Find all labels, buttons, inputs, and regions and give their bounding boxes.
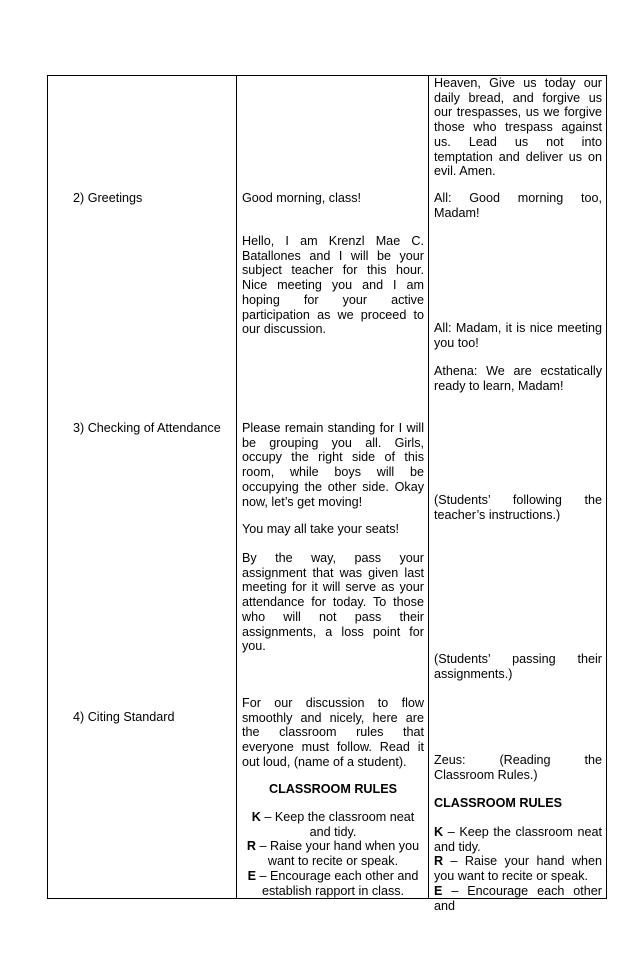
rule-text: – Encourage each other and establish rapport in class. <box>255 868 419 898</box>
student-rule-k <box>434 825 602 854</box>
student-nice-meeting: All: Madam, it is nice meeting you too! <box>434 321 602 350</box>
student-following-instructions: (Students’ following the teacher’s instructions.) <box>434 493 602 522</box>
rule-letter: R <box>434 854 444 869</box>
student-greeting-line2: Madam! <box>434 206 480 220</box>
teacher-grouping-instruction: Please remain standing for I will be grouping you all. Girls, occupy the right side of this room, while boys will be occupying the other side. Okay now, let’s get moving! <box>242 421 424 509</box>
student-rule-r <box>434 854 602 883</box>
teacher-rules-introduction: For our discussion to flow smoothly and nicely, here are the classroom rules that everyone must follow. Read it out loud, (name of a student). <box>242 696 424 769</box>
student-rules-heading: CLASSROOM RULES <box>434 796 563 810</box>
rule-letter: E <box>434 883 443 898</box>
student-rule-e <box>434 884 602 913</box>
rule-letter: E <box>247 868 256 883</box>
student-greeting-line1: All: Good morning too, <box>434 191 602 205</box>
rule-text: – Raise your hand when you want to recite or speak. <box>434 854 602 884</box>
rule-text: – Keep the classroom neat and tidy. <box>260 810 415 839</box>
student-passing-assignments: (Students’ passing their assignments.) <box>434 652 602 681</box>
rule-letter: R <box>246 839 256 854</box>
student-rules-list <box>434 825 602 913</box>
teacher-rules-list <box>242 810 424 898</box>
rule-letter: K <box>434 825 444 839</box>
activity-attendance: 3) Checking of Attendance <box>73 421 221 435</box>
column-divider <box>428 76 429 898</box>
activity-citing-standard: 4) Citing Standard <box>73 710 175 724</box>
teacher-greeting: Good morning, class! <box>242 191 361 205</box>
rule-text: – Encourage each other and <box>434 883 602 913</box>
rule-text: – Raise your hand when you want to recite or speak. <box>255 839 420 869</box>
prayer-student-response: Heaven, Give us today our daily bread, and forgive us our trespasses, us we forgive those who trespass against us. Lead us not into temptation and deliver us on evil. Amen. <box>434 76 602 179</box>
activity-greetings: 2) Greetings <box>73 191 143 205</box>
teacher-introduction: Hello, I am Krenzl Mae C. Batallones and I will be your subject teacher for this hour. Nice meeting you and I am hoping for your active participation as we proceed to our discussion. <box>242 234 424 337</box>
teacher-rule-e <box>242 869 424 898</box>
teacher-assignment-instruction: By the way, pass your assignment that was given last meeting for it will serve as your attendance for today. To those who will not pass their assignments, a loss point for you. <box>242 551 424 654</box>
teacher-rule-r <box>242 839 424 868</box>
teacher-take-seats: You may all take your seats! <box>242 522 400 536</box>
column-divider <box>236 76 237 898</box>
teacher-rules-heading: CLASSROOM RULES <box>268 782 398 796</box>
student-zeus-line2: Classroom Rules.) <box>434 768 538 782</box>
teacher-rule-k <box>242 810 424 839</box>
rule-letter: K <box>251 810 261 824</box>
rule-text: – Keep the classroom neat and tidy. <box>434 825 602 854</box>
student-zeus-line1: Zeus: (Reading the <box>434 753 602 767</box>
student-athena-response: Athena: We are ecstatically ready to learn, Madam! <box>434 364 602 393</box>
